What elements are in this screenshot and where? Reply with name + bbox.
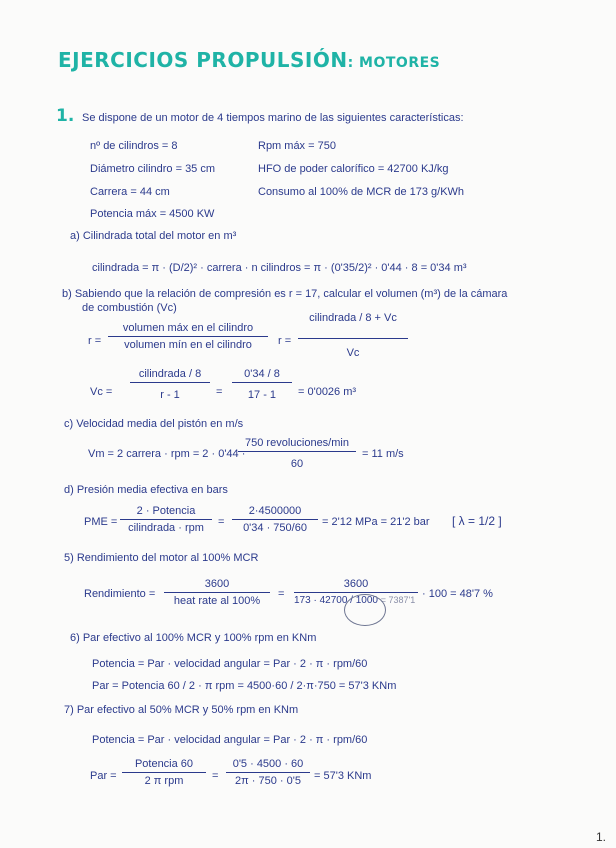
- part-g-fraction-1: [122, 758, 206, 787]
- spec-diameter: Diámetro cilindro = 35 cm: [90, 163, 216, 175]
- part-f-line-2: Par = Potencia 60 / 2 · π rpm = 4500·60 / 2·π·750 = 57'3 KNm: [92, 680, 397, 692]
- spec-power: Potencia máx = 4500 KW: [90, 208, 215, 220]
- part-b-vc-num: cilindrada / 8: [130, 368, 210, 383]
- page-title: [58, 48, 440, 72]
- part-e-eq: =: [278, 588, 285, 600]
- part-d-fraction-2: [232, 505, 318, 534]
- part-b-vc-fraction-2: [232, 368, 292, 401]
- part-b-r2-fraction: [298, 312, 408, 359]
- problem-statement: Se dispone de un motor de 4 tiempos marino de las siguientes características:: [82, 112, 464, 124]
- part-e-den-1: heat rate al 100%: [173, 595, 261, 607]
- part-e-den-2-b: 42700 / 1000: [319, 595, 378, 606]
- part-g-num-2: 0'5 · 4500 · 60: [226, 758, 310, 773]
- part-d-num-2: 2·4500000: [232, 505, 318, 520]
- part-b-vc-den: r - 1: [160, 389, 180, 401]
- part-e-fraction-1: [164, 578, 270, 607]
- part-d-note: [ λ = 1/2 ]: [452, 514, 502, 528]
- part-b-vc-prefix: Vc =: [90, 386, 113, 398]
- part-b-r-fraction: [108, 322, 268, 351]
- part-c-result: = 11 m/s: [362, 448, 404, 460]
- part-b-r2-num: cilindrada / 8 + Vc: [298, 312, 408, 339]
- part-b-vc-eq: =: [216, 386, 223, 398]
- page-number: 1.: [595, 830, 606, 844]
- part-b-label-1: b) Sabiendo que la relación de compresión es r = 17, calcular el volumen (m³) de la cámara: [62, 288, 508, 300]
- part-b-r2-den: Vc: [346, 347, 360, 359]
- part-b-r-prefix: r =: [88, 335, 102, 347]
- title-sub: : MOTORES: [347, 55, 441, 71]
- part-b-vc-fraction: [130, 368, 210, 401]
- spec-rpm: Rpm máx = 750: [258, 140, 336, 152]
- part-c-fraction: [238, 437, 356, 470]
- part-b-vc-result: = 0'0026 m³: [298, 386, 357, 398]
- part-d-fraction-1: [120, 505, 212, 534]
- spec-hfo: HFO de poder calorífico = 42700 KJ/kg: [258, 163, 449, 175]
- part-d-result: = 2'12 MPa = 21'2 bar: [322, 516, 430, 528]
- spec-cylinders: nº de cilindros = 8: [90, 140, 178, 152]
- part-g-eq: =: [212, 770, 219, 782]
- part-g-num-1: Potencia 60: [122, 758, 206, 773]
- part-e-num-1: 3600: [164, 578, 270, 593]
- part-e-result: · 100 = 48'7 %: [422, 588, 493, 600]
- part-d-eq: =: [218, 516, 225, 528]
- part-b-r-num: volumen máx en el cilindro: [108, 322, 268, 337]
- part-e-num-2: 3600: [294, 578, 418, 593]
- part-e-label: 5) Rendimiento del motor al 100% MCR: [64, 552, 259, 564]
- part-g-den-1: 2 π rpm: [144, 775, 184, 787]
- part-b-vc-den-2: 17 - 1: [247, 389, 277, 401]
- spec-consumption: Consumo al 100% de MCR de 173 g/KWh: [258, 186, 465, 198]
- part-g-den-2: 2π · 750 · 0'5: [235, 775, 301, 787]
- part-c-den: 60: [290, 458, 304, 470]
- part-f-label: 6) Par efectivo al 100% MCR y 100% rpm en KNm: [70, 632, 317, 644]
- part-c-label: c) Velocidad media del pistón en m/s: [64, 418, 244, 430]
- part-b-r-den: volumen mín en el cilindro: [124, 339, 252, 351]
- part-b-label-2: de combustión (Vc): [82, 302, 177, 314]
- part-f-line-1: Potencia = Par · velocidad angular = Par · 2 · π · rpm/60: [92, 658, 368, 670]
- part-d-num-1: 2 · Potencia: [120, 505, 212, 520]
- part-g-label: 7) Par efectivo al 50% MCR y 50% rpm en KNm: [64, 704, 299, 716]
- part-e-den-2-c: = 7387'1: [380, 595, 416, 605]
- part-e-den-2-a: 173 ·: [294, 595, 317, 606]
- problem-number: 1.: [56, 106, 75, 126]
- circled-value: [344, 594, 386, 626]
- part-b-vc-num-2: 0'34 / 8: [232, 368, 292, 383]
- part-d-label: d) Presión media efectiva en bars: [64, 484, 228, 496]
- part-b-r2-prefix: r =: [278, 335, 292, 347]
- part-g-prefix: Par =: [90, 770, 117, 782]
- part-d-den-1: cilindrada · rpm: [128, 522, 204, 534]
- part-c-num: 750 revoluciones/min: [238, 437, 356, 452]
- part-c-prefix: Vm = 2 carrera · rpm = 2 · 0'44 ·: [88, 448, 246, 460]
- part-e-prefix: Rendimiento =: [84, 588, 156, 600]
- title-main: EJERCICIOS PROPULSIÓN: [58, 48, 348, 72]
- part-a-label: a) Cilindrada total del motor en m³: [70, 230, 237, 242]
- part-a-formula: cilindrada = π · (D/2)² · carrera · n cilindros = π · (0'35/2)² · 0'44 · 8 = 0'34 m³: [92, 262, 467, 274]
- part-d-den-2: 0'34 · 750/60: [243, 522, 307, 534]
- part-d-prefix: PME =: [84, 516, 118, 528]
- spec-stroke: Carrera = 44 cm: [90, 186, 170, 198]
- part-g-result: = 57'3 KNm: [314, 770, 372, 782]
- part-g-fraction-2: [226, 758, 310, 787]
- part-g-line-1: Potencia = Par · velocidad angular = Par · 2 · π · rpm/60: [92, 734, 368, 746]
